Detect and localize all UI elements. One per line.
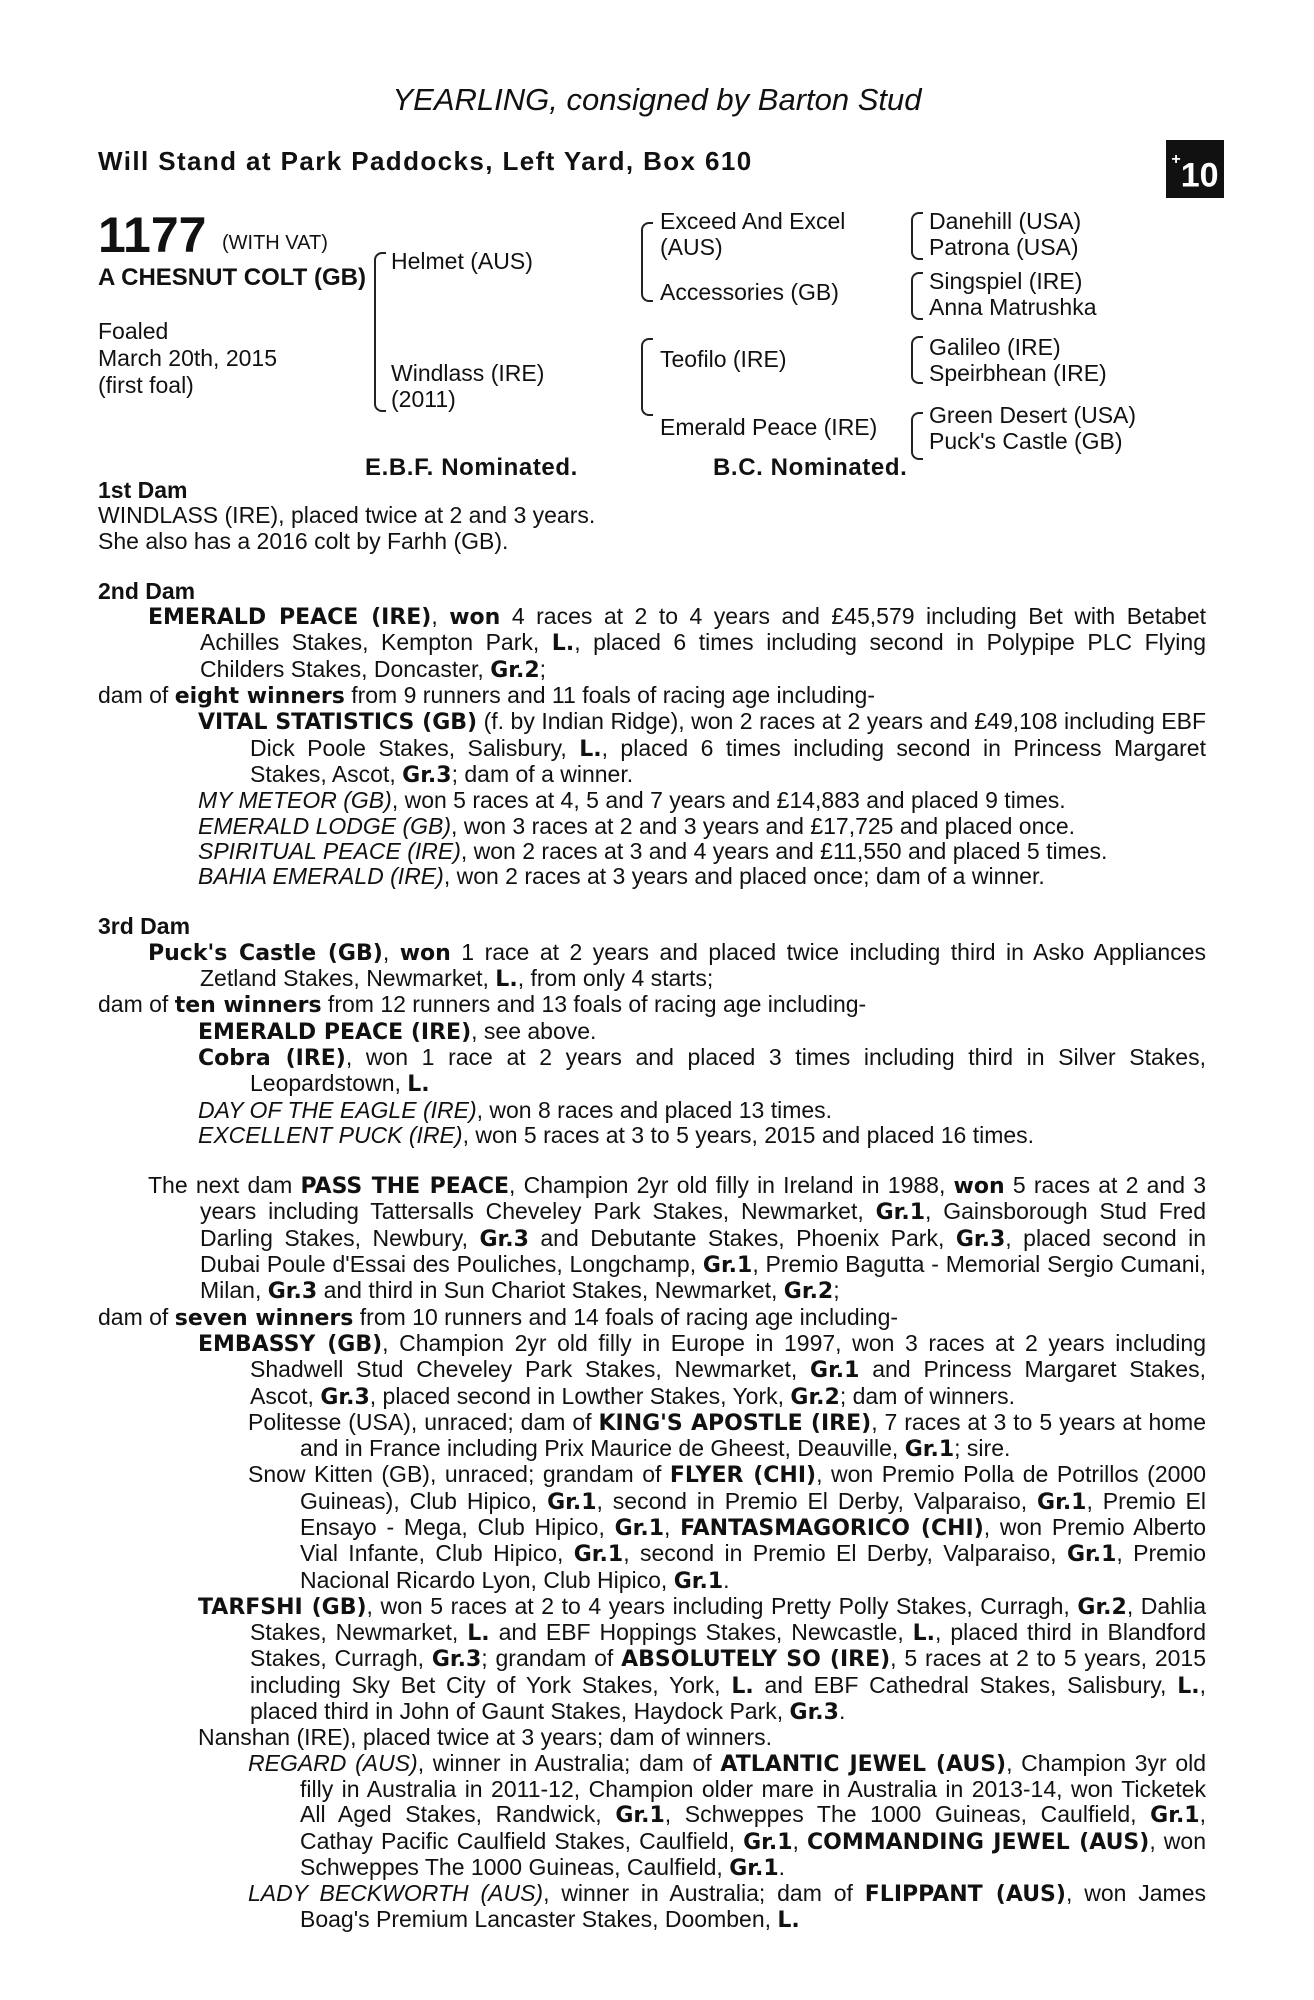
second-dam-foal-1: VITAL STATISTICS (GB) (f. by Indian Ridge), won 2 races at 2 years and £49,108 including EBF Dick Poole Stakes, Salisbury, L., placed 6 times including second in Princess Margaret Stakes, Ascot, Gr.3; dam of a winner. (198, 708, 1206, 788)
ped-sire-sire-line2: (AUS) (660, 234, 723, 260)
lot-badge (1166, 140, 1224, 198)
third-dam-record: Puck's Castle (GB), won 1 race at 2 years and placed twice including third in Asko Appliances Zetland Stakes, Newmarket, L., from only 4 starts; (148, 938, 1207, 993)
second-dam-title: 2nd Dam (98, 577, 196, 604)
ped-dam-line2: (2011) (391, 386, 456, 412)
next-dam-record: The next dam PASS THE PEACE, Champion 2yr old filly in Ireland in 1988, won 5 races at 2 and 3 years including Tattersalls Cheveley Park Stakes, Newmarket, Gr.1, Gainsborough Stud Fred Darling Stakes, Newbury, Gr.3 and Debutante Stakes, Phoenix Park, Gr.3, placed second in Dubai Poule d'Essai des Pouliches, Longchamp, Gr.1, Premio Bagutta - Memorial Sergio Cumani, Milan, Gr.3 and third in Sun Chariot Stakes, Newmarket, Gr.2; (148, 1172, 1206, 1305)
ped-sire: Helmet (AUS) (391, 248, 533, 274)
second-dam-foal-3: EMERALD LODGE (GB), won 3 races at 2 and 3 years and £17,725 and placed once. (198, 812, 1076, 839)
second-dam-record: EMERALD PEACE (IRE), won 4 races at 2 to 4 years and £45,579 including Bet with Betabet Achilles Stakes, Kempton Park, L., placed 6 times including second in Polypipe PLC Flying Childers Stakes, Doncaster, Gr.2; (148, 603, 1206, 683)
ebf-nominated: E.B.F. Nominated. (365, 454, 578, 481)
lot-number: 1177 (98, 207, 207, 263)
third-dam-foal-1: EMERALD PEACE (IRE), see above. (198, 1017, 597, 1045)
foal-note: (first foal) (98, 372, 194, 398)
third-dam-foal-2: Cobra (IRE), won 1 race at 2 years and placed 3 times including third in Silver Stakes, Leopardstown, L. (198, 1043, 1206, 1098)
produce-record (98, 478, 1206, 1934)
brace-dam-parents (641, 338, 653, 416)
badge-number: 10 (1180, 156, 1219, 195)
ped-ggp-2: Patrona (USA) (929, 234, 1079, 260)
second-dam-summary: dam of eight winners from 9 runners and 11 foals of racing age including- (98, 682, 875, 710)
brace-sire-parents (641, 222, 653, 302)
ped-ggp-3: Singspiel (IRE) (929, 268, 1083, 294)
third-dam-foal-4: EXCELLENT PUCK (IRE), won 5 races at 3 to 5 years, 2015 and placed 16 times. (198, 1121, 1035, 1148)
ped-ggp-6: Speirbhean (IRE) (929, 360, 1107, 386)
third-dam-summary: dam of ten winners from 12 runners and 13 foals of racing age including- (98, 991, 867, 1019)
foaled-label: Foaled (98, 318, 169, 344)
next-dam-foal-politesse: Politesse (USA), unraced; dam of KING'S APOSTLE (IRE), 7 races at 3 to 5 years at home and in France including Prix Maurice de Gheest, Deauville, Gr.1; sire. (248, 1408, 1206, 1463)
third-dam-foal-3: DAY OF THE EAGLE (IRE), won 8 races and placed 13 times. (198, 1096, 833, 1123)
ped-ggp-4: Anna Matrushka (929, 294, 1097, 320)
next-dam-foal-embassy: EMBASSY (GB), Champion 2yr old filly in Europe in 1997, won 3 races at 2 years including Shadwell Stud Cheveley Park Stakes, Newmarket, Gr.1 and Princess Margaret Stakes, Ascot, Gr.3, placed second in Lowther Stakes, York, Gr.2; dam of winners. (198, 1329, 1206, 1410)
brace-ggp-1 (911, 212, 923, 260)
ped-ggp-7: Green Desert (USA) (929, 402, 1137, 428)
ped-ggp-8: Puck's Castle (GB) (929, 428, 1123, 454)
next-dam-foal-nanshan: Nanshan (IRE), placed twice at 3 years; dam of winners. (198, 1724, 772, 1751)
second-dam-foal-5: BAHIA EMERALD (IRE), won 2 races at 3 years and placed once; dam of a winner. (198, 863, 1045, 890)
bc-nominated: B.C. Nominated. (713, 454, 908, 481)
next-dam-summary: dam of seven winners from 10 runners and 14 foals of racing age including- (98, 1303, 899, 1331)
second-dam-foal-2: MY METEOR (GB), won 5 races at 4, 5 and 7 years and £14,883 and placed 9 times. (198, 787, 1066, 814)
ped-ggp-1: Danehill (USA) (929, 208, 1082, 234)
next-dam-foal-snow-kitten: Snow Kitten (GB), unraced; grandam of FLYER (CHI), won Premio Polla de Potrillos (2000 Guineas), Club Hipico, Gr.1, second in Premio El Derby, Valparaiso, Gr.1, Premio El Ensayo - Mega, Club Hipico, Gr.1, FANTASMAGORICO (CHI), won Premio Alberto Vial Infante, Club Hipico, Gr.1, second in Premio El Derby, Valparaiso, Gr.1, Premio Nacional Ricardo Lyon, Club Hipico, Gr.1. (248, 1461, 1207, 1594)
third-dam-title: 3rd Dam (98, 913, 191, 940)
vat-label: (WITH VAT) (222, 232, 328, 254)
brace-ggp-4 (911, 412, 923, 460)
ped-sire-sire (660, 208, 845, 260)
ped-ggp-5: Galileo (IRE) (929, 334, 1061, 360)
brace-sire-dam (374, 252, 386, 412)
next-dam-foal-tarfshi: TARFSHI (GB), won 5 races at 2 to 4 years including Pretty Polly Stakes, Curragh, Gr.2, Dahlia Stakes, Newmarket, L. and EBF Hoppings Stakes, Newcastle, L., placed third in Blandford Stakes, Curragh, Gr.3; grandam of ABSOLUTELY SO (IRE), 5 races at 2 to 5 years, 2015 including Sky Bet City of York Stakes, York, L. and EBF Cathedral Stakes, Salisbury, L., placed third in John of Gaunt Stakes, Haydock Park, Gr.3. (198, 1592, 1207, 1726)
first-dam-line1: WINDLASS (IRE), placed twice at 2 and 3 years. (98, 502, 596, 529)
brace-ggp-2 (911, 272, 923, 320)
next-dam-granddaughter-lady-beckworth: LADY BECKWORTH (AUS), winner in Australia; dam of FLIPPANT (AUS), won James Boag's Premium Lancaster Stakes, Doomben, L. (248, 1880, 1206, 1934)
ped-dam (391, 360, 544, 412)
stand-location: Will Stand at Park Paddocks, Left Yard, Box 610 (98, 146, 753, 176)
ped-sire-dam: Accessories (GB) (660, 279, 839, 305)
foaled-info (98, 318, 277, 399)
ped-dam-line1: Windlass (IRE) (391, 360, 545, 386)
first-dam-title: 1st Dam (98, 477, 188, 503)
badge-plus: + (1171, 151, 1181, 168)
second-dam-foal-4: SPIRITUAL PEACE (IRE), won 2 races at 3 and 4 years and £11,550 and placed 5 times. (198, 837, 1108, 864)
ped-sire-sire-line1: Exceed And Excel (660, 208, 846, 234)
first-dam-line2: She also has a 2016 colt by Farhh (GB). (98, 527, 509, 554)
brace-ggp-3 (911, 336, 923, 384)
next-dam-granddaughter-regard: REGARD (AUS), winner in Australia; dam of ATLANTIC JEWEL (AUS), Champion 3yr old filly in Australia in 2011-12, Champion older mare in Australia in 2013-14, won Ticketek All Aged Stakes, Randwick, Gr.1, Schweppes The 1000 Guineas, Caulfield, Gr.1, Cathay Pacific Caulfield Stakes, Caulfield, Gr.1, COMMANDING JEWEL (AUS), won Schweppes The 1000 Guineas, Caulfield, Gr.1. (248, 1749, 1207, 1881)
lot-description: A CHESNUT COLT (GB) (98, 264, 366, 291)
ped-dam-dam: Emerald Peace (IRE) (660, 414, 878, 440)
ped-dam-sire: Teofilo (IRE) (660, 346, 787, 372)
page-heading: YEARLING, consigned by Barton Stud (392, 82, 922, 117)
foaled-date: March 20th, 2015 (98, 345, 278, 371)
